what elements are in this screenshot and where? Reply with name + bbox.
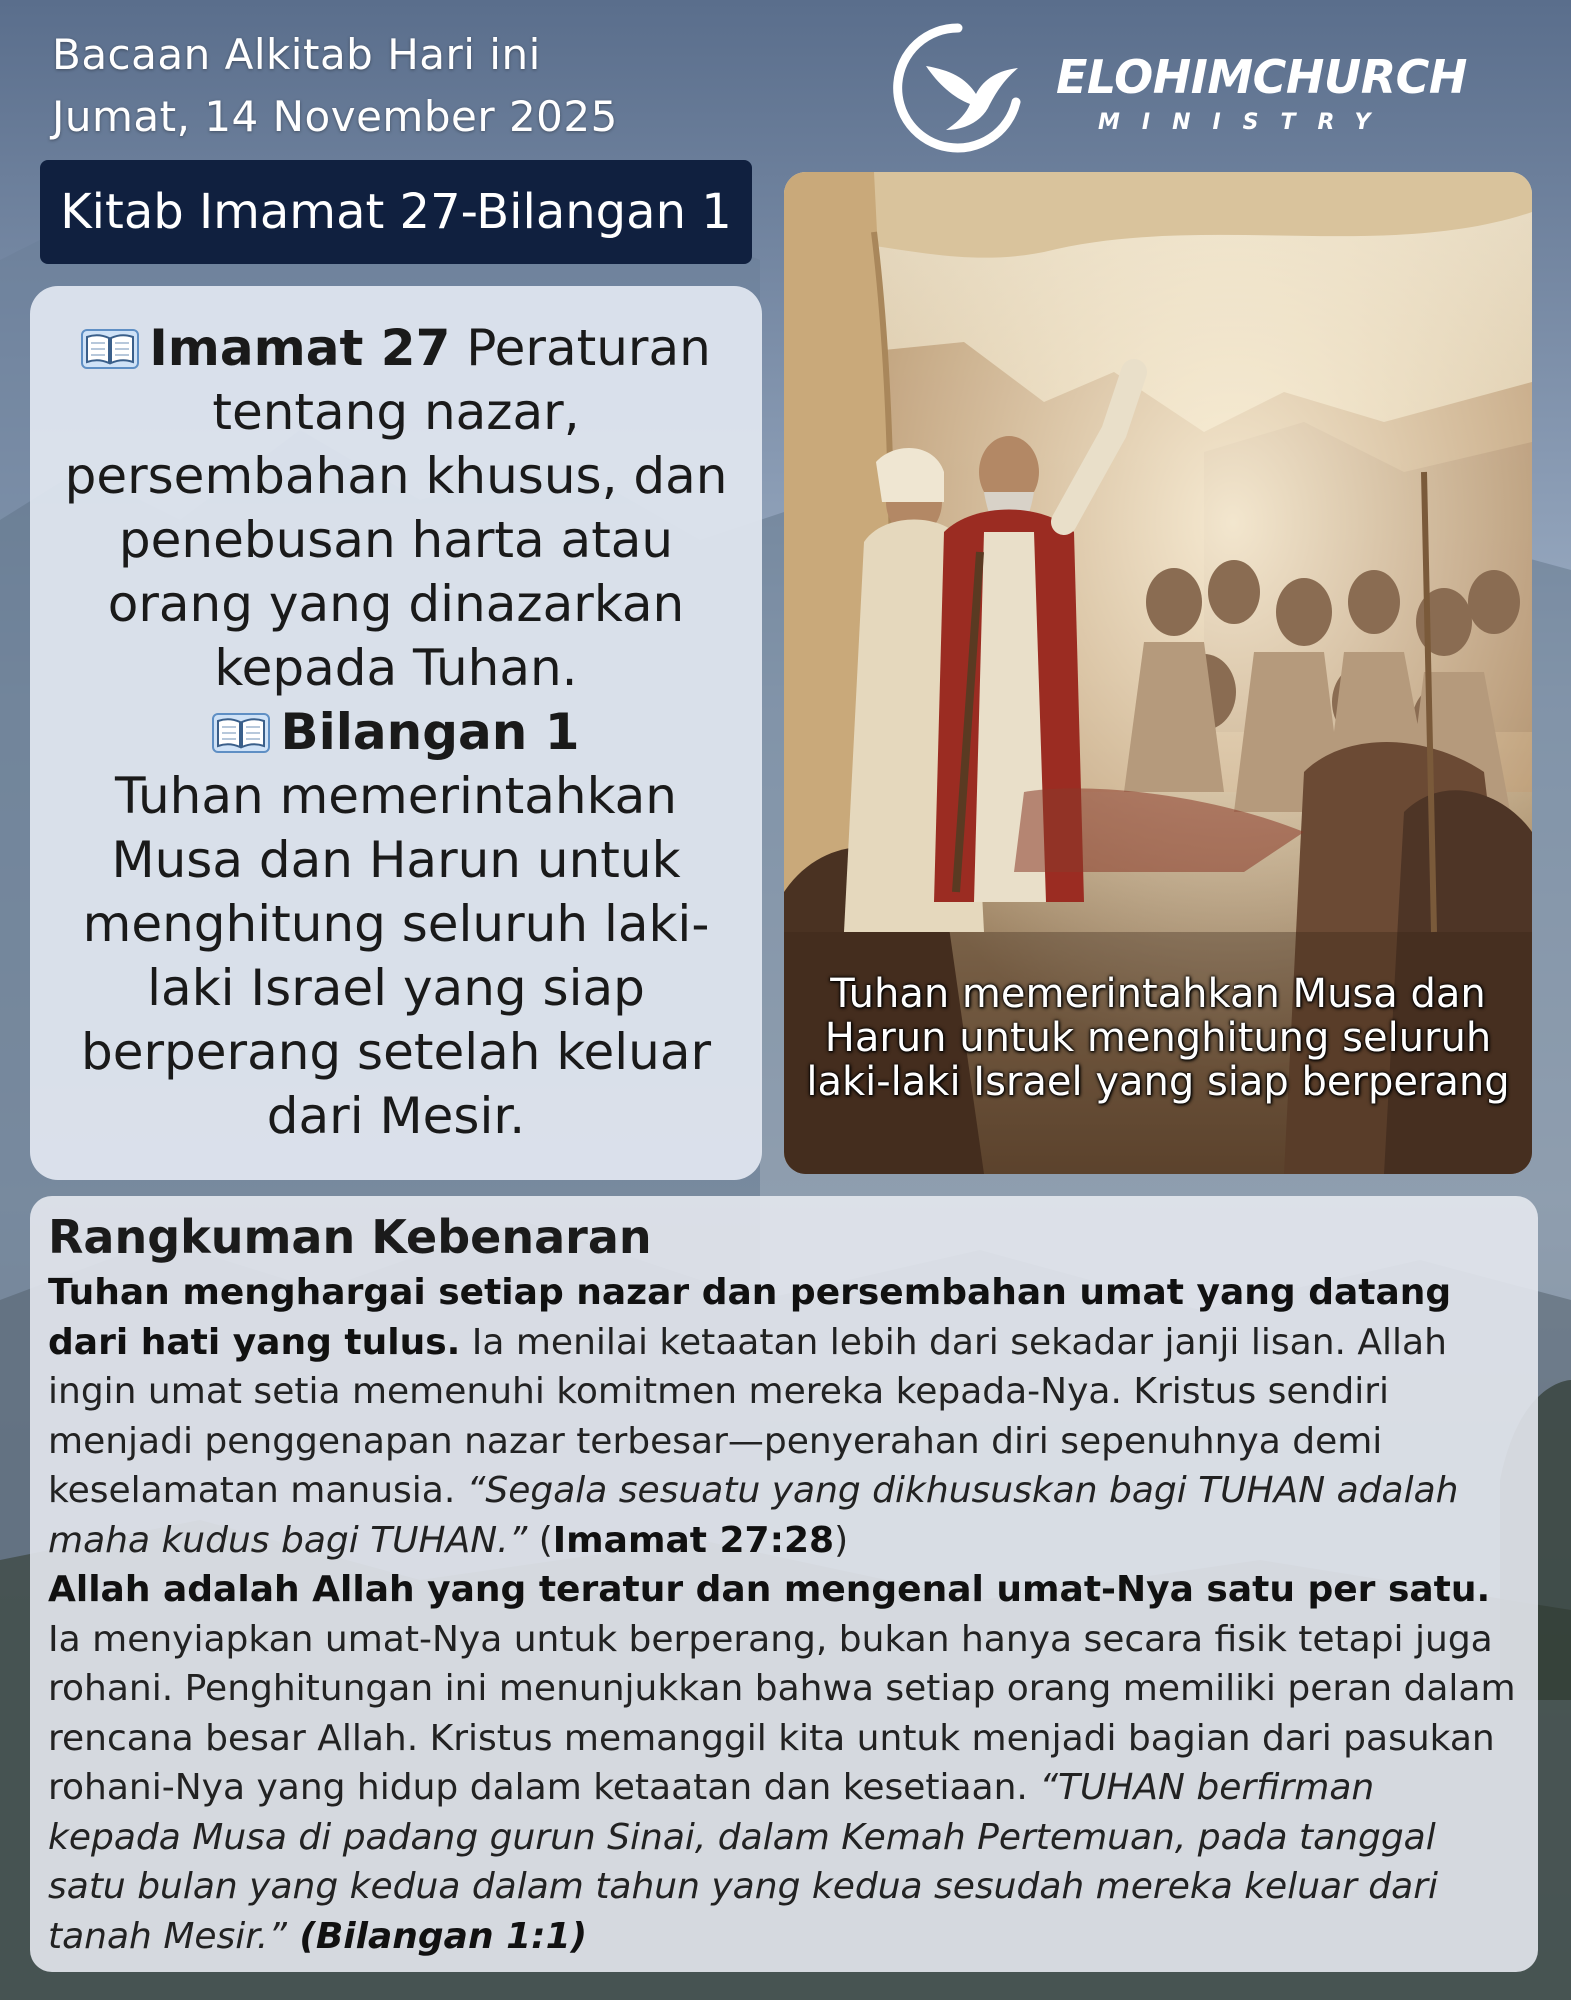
header-date: Jumat, 14 November 2025 <box>52 92 618 141</box>
reading-summary-card <box>30 286 762 1180</box>
section-bilangan <box>44 700 748 1148</box>
dove-icon <box>888 18 1028 158</box>
logo-subtitle: MINISTRY <box>1098 110 1393 135</box>
summary-heading: Rangkuman Kebenaran <box>48 1210 652 1264</box>
section-imamat-heading: Imamat 27 <box>149 319 451 377</box>
summary-p1-quote: “Segala sesuatu yang dikhususkan bagi TUHAN adalah maha kudus bagi TUHAN.” <box>48 1470 1459 1561</box>
summary-p1-reference: Imamat 27:28 <box>552 1519 835 1561</box>
summary-paragraph-1 <box>48 1268 1518 1565</box>
section-imamat <box>44 316 748 700</box>
summary-p2-quote: “TUHAN berfirman kepada Musa di padang gurun Sinai, dalam Kemah Pertemuan, pada tanggal satu bulan yang kedua dalam tahun yang kedua sesudah mereka keluar dari tanah Mesir.” <box>48 1767 1439 1957</box>
summary-paragraph-2 <box>48 1565 1518 1961</box>
section-bilangan-text: Tuhan memerintahkan Musa dan Harun untuk menghitung seluruh laki-laki Israel yang siap berperang setelah keluar dari Mesir. <box>80 767 712 1145</box>
logo-title: ELOHIMCHURCH <box>1056 50 1467 104</box>
open-book-icon <box>212 713 270 753</box>
truth-summary-card <box>30 1196 1538 1972</box>
open-book-icon <box>81 329 139 369</box>
header-title: Bacaan Alkitab Hari ini <box>52 30 541 79</box>
summary-p1-ref-open: ( <box>527 1519 553 1561</box>
section-imamat-text: Peraturan tentang nazar, persembahan khusus, dan penebusan harta atau orang yang dinazarkan kepada Tuhan. <box>64 319 728 697</box>
illustration-moses-aaron <box>784 172 1532 1174</box>
book-title: Kitab Imamat 27-Bilangan 1 <box>60 184 732 240</box>
illustration-caption: Tuhan memerintahkan Musa dan Harun untuk menghitung seluruh laki-laki Israel yang siap berperang <box>806 971 1510 1105</box>
section-bilangan-heading: Bilangan 1 <box>280 703 580 761</box>
summary-p2-lead: Allah adalah Allah yang teratur dan mengenal umat-Nya satu per satu. <box>48 1569 1491 1610</box>
summary-p2-reference: (Bilangan 1:1) <box>286 1915 588 1957</box>
summary-p1-lead: Tuhan menghargai setiap nazar dan persembahan umat yang datang dari hati yang tulus. <box>48 1272 1452 1363</box>
summary-p1-ref-close: ) <box>834 1519 849 1561</box>
summary-p2-body: Ia menyiapkan umat-Nya untuk berperang, bukan hanya secara fisik tetapi juga rohani. Penghitungan ini menunjukkan bahwa setiap orang memiliki peran dalam rencana besar Allah. Kristus memanggil kita untuk menjadi bagian dari pasukan rohani-Nya yang hidup dalam ketaatan dan kesetiaan. <box>48 1618 1516 1808</box>
church-logo <box>888 18 1467 158</box>
summary-p1-body: Ia menilai ketaatan lebih dari sekadar janji lisan. Allah ingin umat setia memenuhi komitmen mereka kepada-Nya. Kristus sendiri menjadi penggenapan nazar terbesar—penyerahan diri sepenuhnya demi keselamatan manusia. <box>48 1321 1447 1511</box>
book-title-box <box>40 160 752 264</box>
